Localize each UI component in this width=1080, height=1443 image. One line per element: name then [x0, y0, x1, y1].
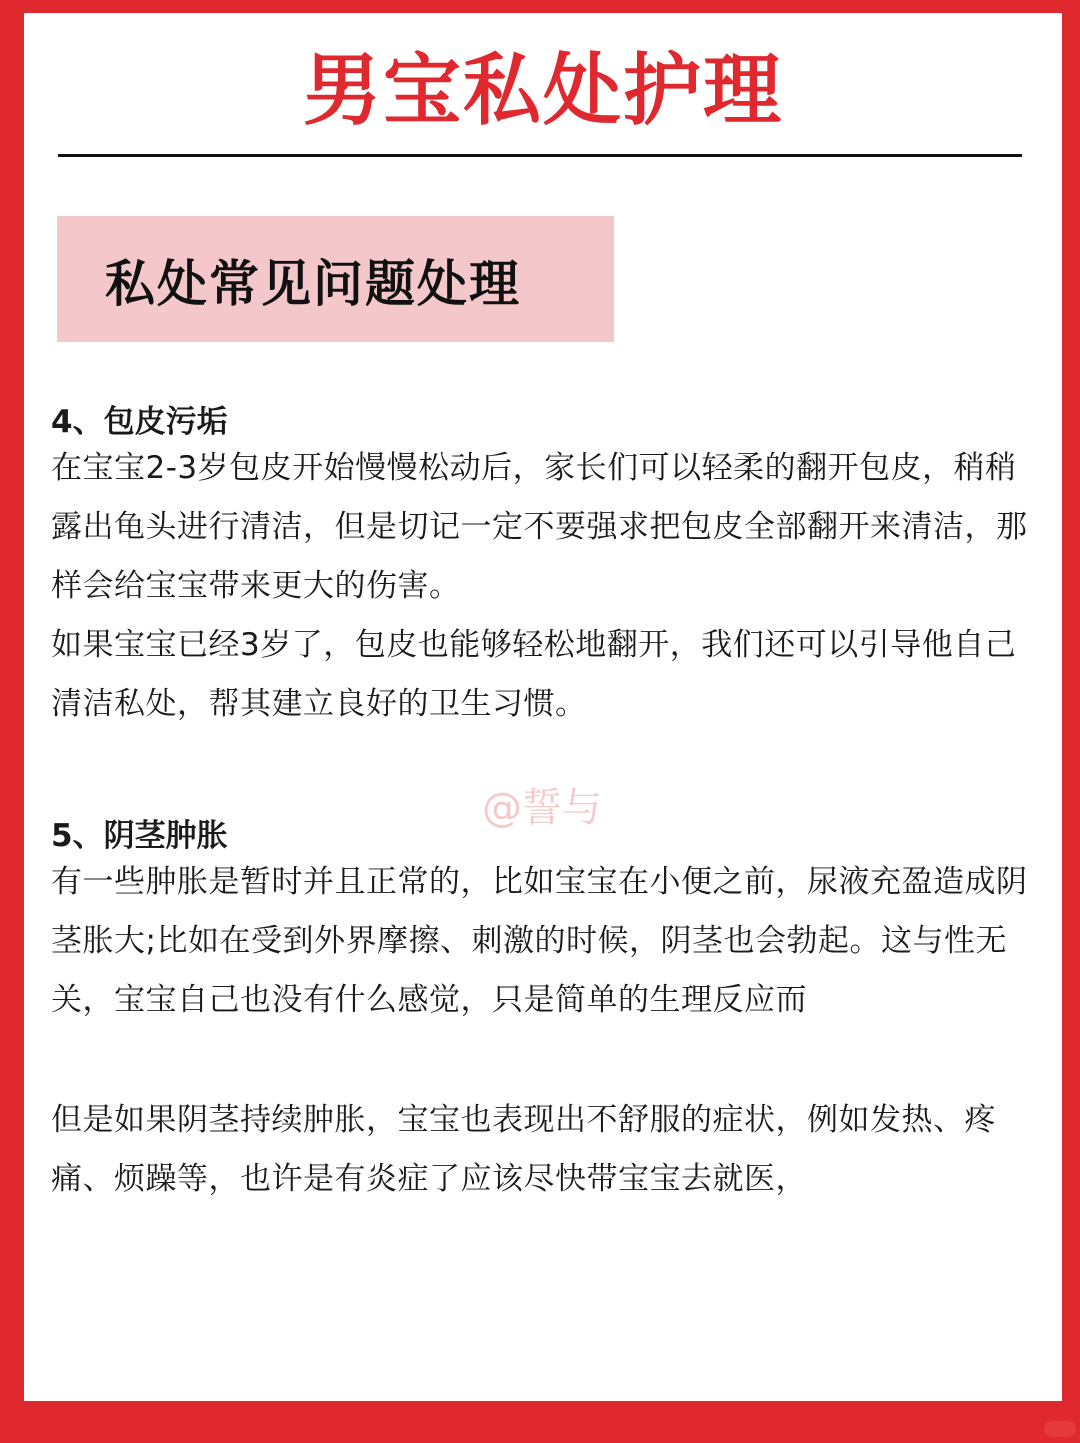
watermark: @誓与	[482, 785, 602, 831]
section-header-box	[57, 216, 614, 342]
item-heading: 4、包皮污垢	[51, 404, 228, 440]
section-title: 私处常见问题处理	[105, 255, 521, 313]
corner-badge-icon	[1044, 1421, 1076, 1437]
item-paragraph: 有一些肿胀是暂时并且正常的，比如宝宝在小便之前，尿液充盈造成阴茎胀大;比如在受到外界摩擦、刺激的时候，阴茎也会勃起。这与性无关，宝宝自己也没有什么感觉，只是简单的生理反应而	[51, 864, 1028, 1018]
item-heading: 5、阴茎肿胀	[51, 818, 228, 854]
item-paragraph: 在宝宝2-3岁包皮开始慢慢松动后，家长们可以轻柔的翻开包皮，稍稍露出龟头进行清洁，但是切记一定不要强求把包皮全部翻开来清洁，那样会给宝宝带来更大的伤害。	[51, 450, 1028, 604]
item-paragraph: 如果宝宝已经3岁了，包皮也能够轻松地翻开，我们还可以引导他自己清洁私处，帮其建立良好的卫生习惯。	[51, 627, 1017, 722]
main-title: 男宝私处护理	[302, 46, 783, 136]
item-paragraph: 但是如果阴茎持续肿胀，宝宝也表现出不舒服的症状，例如发热、疼痛、烦躁等，也许是有炎症了应该尽快带宝宝去就医，	[51, 1102, 996, 1197]
document-page	[24, 13, 1062, 1401]
title-divider	[58, 154, 1022, 157]
